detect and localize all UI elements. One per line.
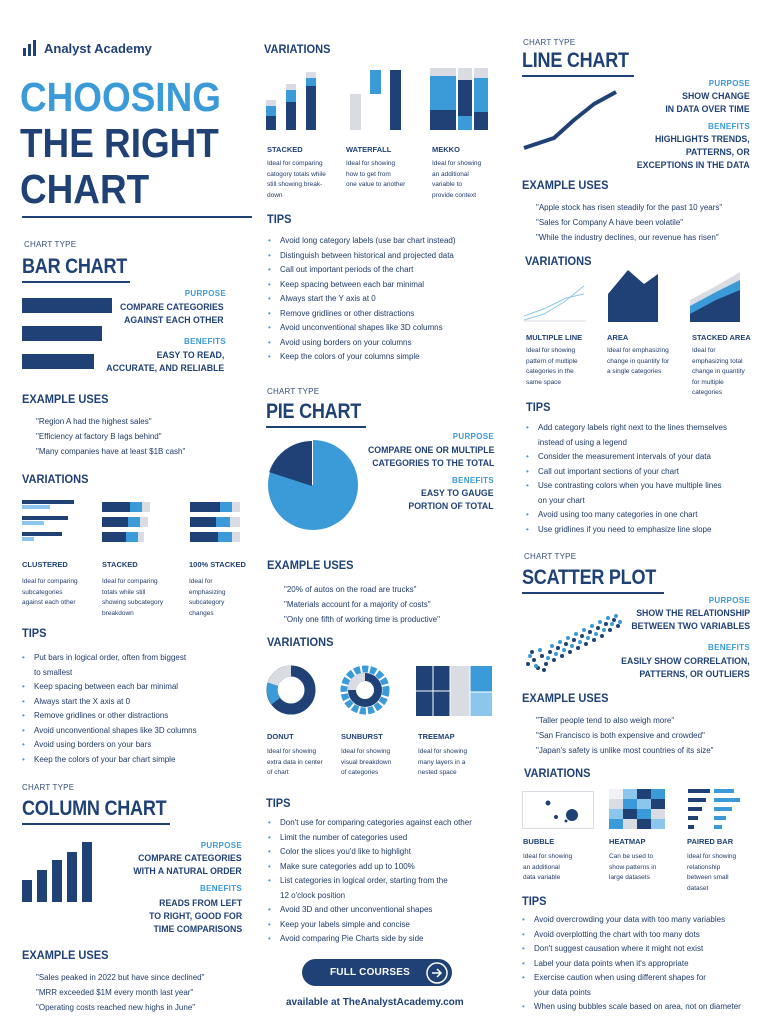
scatter-chart-type-label: CHART TYPE xyxy=(524,552,577,561)
list-item: • Make sure categories add up to 100% xyxy=(266,860,516,875)
scatter-variation-heatmap: HEATMAP Can be used to show patterns in large datasets xyxy=(609,837,657,881)
list-item: "Efficiency at factory B lags behind" xyxy=(36,432,162,441)
pie-purpose-label: PURPOSE xyxy=(452,432,494,441)
pie-purpose-text: COMPARE ONE OR MULTIPLE CATEGORIES TO THE TOTAL xyxy=(367,445,494,469)
heatmap-icon xyxy=(609,789,665,829)
title-divider xyxy=(22,216,252,218)
scatter-variation-paired-bar: PAIRED BAR Ideal for showing relationship between small dataset xyxy=(687,837,737,892)
list-item: • Keep your labels simple and concise xyxy=(266,918,516,933)
column-variation-mekko: MEKKO Ideal for showing an additional variable to provide context xyxy=(432,145,482,199)
bar-example-uses-heading: EXAMPLE USES xyxy=(22,392,109,406)
title-line-3: CHART xyxy=(20,166,150,212)
list-item: "MRR exceeded $1M every month last year" xyxy=(36,988,194,997)
stacked-column-icon xyxy=(266,72,322,130)
bar-chart-icon xyxy=(22,296,114,372)
scatter-example-list xyxy=(536,713,714,758)
scatter-chart-underline xyxy=(522,592,664,594)
list-item: • Don't use for comparing categories against each other xyxy=(266,816,516,831)
list-item: "Region A had the highest sales" xyxy=(36,417,152,426)
pie-chart-icon xyxy=(266,438,360,532)
pie-variation-donut: DONUT Ideal for showing extra data in center of chart xyxy=(267,732,323,776)
list-item: • Keep spacing between each bar minimal xyxy=(266,278,511,293)
column-tips-heading: TIPS xyxy=(267,212,292,226)
area-icon xyxy=(608,270,660,322)
column-chart-icon xyxy=(22,838,106,902)
line-chart-type-label: CHART TYPE xyxy=(523,38,576,47)
line-purpose-text: SHOW CHANGE IN DATA OVER TIME xyxy=(665,91,750,115)
line-tips-heading: TIPS xyxy=(526,400,551,414)
line-benefits-text: HIGHLIGHTS TRENDS, PATTERNS, OR EXCEPTIONS IN THE DATA xyxy=(637,134,750,171)
list-item: "Taller people tend to also weigh more" xyxy=(536,716,675,725)
line-chart-icon xyxy=(522,84,618,152)
bar-chart-type-label: CHART TYPE xyxy=(24,240,77,249)
clustered-bar-icon xyxy=(22,498,78,546)
line-benefits-label: BENEFITS xyxy=(708,122,750,131)
scatter-variation-bubble: BUBBLE Ideal for showing an additional data variable xyxy=(523,837,573,881)
pie-chart-type-label: CHART TYPE xyxy=(267,387,320,396)
scatter-tips-list xyxy=(520,913,766,1015)
bar-3 xyxy=(22,354,94,369)
pie-variation-sunburst: SUNBURST Ideal for showing visual breakdown of categories xyxy=(341,732,392,776)
bar-chart-underline xyxy=(22,281,130,283)
line-purpose-label: PURPOSE xyxy=(708,79,750,88)
list-item: "20% of autos on the road are trucks" xyxy=(284,585,417,594)
bar-1 xyxy=(22,298,112,313)
full-courses-label: FULL COURSES xyxy=(330,967,410,978)
scatter-tips-heading: TIPS xyxy=(522,894,547,908)
page-title xyxy=(20,74,260,212)
scatter-purpose-text: SHOW THE RELATIONSHIP BETWEEN TWO VARIABLES xyxy=(631,608,750,632)
bar-tips-list xyxy=(20,651,260,767)
list-item: • Exercise caution when using different shapes for xyxy=(520,971,766,986)
bar-2 xyxy=(22,326,102,341)
list-item: • Use contrasting colors when you have multiple lines xyxy=(524,479,764,494)
list-item: your data points xyxy=(534,987,591,997)
list-item: • Don't suggest causation where it might not exist xyxy=(520,942,766,957)
column-tips-list xyxy=(266,234,511,365)
bar-variation-stacked: STACKED Ideal for comparing totals while still showing subcategory breakdown xyxy=(102,560,164,617)
column-example-uses-heading: EXAMPLE USES xyxy=(22,948,109,962)
bar-benefits-text: EASY TO READ, ACCURATE, AND RELIABLE xyxy=(106,350,224,374)
scatter-chart-heading: SCATTER PLOT xyxy=(522,566,657,589)
bar-purpose-label: PURPOSE xyxy=(184,289,226,298)
pie-benefits-text: EASY TO GAUGE PORTION OF TOTAL xyxy=(408,488,494,512)
line-variation-area: AREA Ideal for emphasizing change in quantity for a single categories xyxy=(607,333,670,375)
paired-bar-icon xyxy=(688,789,744,829)
list-item: • Distinguish between historical and projected data xyxy=(266,249,511,264)
scatter-benefits-text: EASILY SHOW CORRELATION, PATTERNS, OR OUTLIERS xyxy=(621,656,750,680)
list-item: "San Francisco is both expensive and crowded" xyxy=(536,731,705,740)
list-item: • When using bubbles scale based on area, not on diameter xyxy=(520,1000,766,1015)
line-variations-heading: VARIATIONS xyxy=(525,254,592,268)
list-item: • Remove gridlines or other distractions xyxy=(266,307,511,322)
list-item: • Avoid long category labels (use bar chart instead) xyxy=(266,234,511,249)
list-item: • Avoid overcrowding your data with too many variables xyxy=(520,913,766,928)
bar-example-list xyxy=(36,414,185,459)
line-variation-multiple-line: MULTIPLE LINE Ideal for showing pattern of multiple categories in the same space xyxy=(526,333,583,386)
column-purpose-label: PURPOSE xyxy=(200,841,242,850)
bubble-icon xyxy=(522,791,594,829)
list-item: • Call out important sections of your chart xyxy=(524,465,764,480)
pie-example-uses-heading: EXAMPLE USES xyxy=(267,558,354,572)
list-item: • Limit the number of categories used xyxy=(266,831,516,846)
list-item: • Remove gridlines or other distractions xyxy=(20,709,260,724)
list-item: • Always start the Y axis at 0 xyxy=(266,292,511,307)
scatter-purpose-label: PURPOSE xyxy=(708,596,750,605)
multiple-line-icon xyxy=(524,274,586,322)
list-item: 12 o'clock position xyxy=(280,890,346,900)
column-variations-heading: VARIATIONS xyxy=(264,42,331,56)
pie-variation-treemap: TREEMAP Ideal for showing many layers in a nested space xyxy=(418,732,468,776)
column-chart-underline xyxy=(22,823,170,825)
bar-chart-heading: BAR CHART xyxy=(22,255,128,278)
list-item: "Apple stock has risen steadily for the past 10 years" xyxy=(536,203,723,212)
list-item: "Only one fifth of working time is productive" xyxy=(284,615,440,624)
line-chart-heading: LINE CHART xyxy=(522,49,629,72)
column-chart-heading: COLUMN CHART xyxy=(22,797,167,820)
scatter-benefits-label: BENEFITS xyxy=(708,643,750,652)
column-example-list xyxy=(36,970,204,1015)
list-item: • Avoid comparing Pie Charts side by side xyxy=(266,932,516,947)
treemap-icon xyxy=(416,666,492,716)
list-item: • Keep the colors of your bar chart simple xyxy=(20,753,260,768)
list-item: on your chart xyxy=(538,495,585,505)
list-item: "Sales peaked in 2022 but have since declined" xyxy=(36,973,205,982)
bar-purpose-text: COMPARE CATEGORIES AGAINST EACH OTHER xyxy=(120,302,224,326)
line-example-uses-heading: EXAMPLE USES xyxy=(522,178,609,192)
arrow-right-circle-icon xyxy=(426,962,448,984)
line-tips-list xyxy=(524,421,764,537)
title-line-1: CHOOSING xyxy=(20,74,221,120)
footer-link[interactable]: available at TheAnalystAcademy.com xyxy=(286,997,464,1008)
list-item: • Avoid unconventional shapes like 3D columns xyxy=(20,724,260,739)
list-item: • Avoid using borders on your columns xyxy=(266,336,511,351)
column-purpose-text: COMPARE CATEGORIES WITH A NATURAL ORDER xyxy=(133,853,242,877)
brand-name: Analyst Academy xyxy=(44,40,152,56)
full-courses-button[interactable] xyxy=(302,959,452,986)
list-item: • Use gridlines if you need to emphasize line slope xyxy=(524,523,764,538)
pie-tips-heading: TIPS xyxy=(266,796,291,810)
list-item: • Avoid using too many categories in one chart xyxy=(524,508,764,523)
line-variation-stacked-area: STACKED AREA Ideal for emphasizing total change in quantity for multiple categories xyxy=(692,333,751,396)
list-item: • Avoid unconventional shapes like 3D columns xyxy=(266,321,511,336)
list-item: "While the industry declines, our revenue has risen" xyxy=(536,233,719,242)
bar-logo-icon xyxy=(22,40,38,56)
list-item: "Operating costs reached new highs in June" xyxy=(36,1003,196,1012)
bar-benefits-label: BENEFITS xyxy=(184,337,226,346)
bar-variation-clustered: CLUSTERED Ideal for comparing subcategories against each other xyxy=(22,560,78,606)
list-item: • Label your data points when it's appropriate xyxy=(520,957,766,972)
pie-chart-heading: PIE CHART xyxy=(266,400,362,423)
line-example-list xyxy=(536,200,722,245)
list-item: instead of using a legend xyxy=(538,437,627,447)
column-benefits-text: READS FROM LEFT TO RIGHT, GOOD FOR TIME COMPARISONS xyxy=(148,898,242,935)
bar-variations-heading: VARIATIONS xyxy=(22,472,89,486)
list-item: • Avoid using borders on your bars xyxy=(20,738,260,753)
list-item: "Sales for Company A have been volatile" xyxy=(536,218,684,227)
brand-logo xyxy=(22,40,152,56)
list-item: • Keep the colors of your columns simple xyxy=(266,350,511,365)
scatter-plot-icon xyxy=(524,612,624,674)
column-variation-stacked: STACKED Ideal for comparing catogory totals while still showing break- down xyxy=(267,145,326,199)
column-chart-type-label: CHART TYPE xyxy=(22,783,75,792)
list-item: • Avoid overplotting the chart with too many dots xyxy=(520,928,766,943)
list-item: • Avoid 3D and other unconventional shapes xyxy=(266,903,516,918)
title-line-2: THE RIGHT xyxy=(20,120,219,166)
waterfall-column-icon xyxy=(350,70,406,130)
mekko-column-icon xyxy=(430,68,490,130)
scatter-example-uses-heading: EXAMPLE USES xyxy=(522,691,609,705)
list-item: • Keep spacing between each bar minimal xyxy=(20,680,260,695)
line-chart-underline xyxy=(522,75,634,77)
list-item: "Japan's safety is unlike most countries of its size" xyxy=(536,746,714,755)
column-benefits-label: BENEFITS xyxy=(200,884,242,893)
list-item: • Add category labels right next to the lines themselves xyxy=(524,421,764,436)
bar-tips-heading: TIPS xyxy=(22,626,47,640)
bar-variation-100-stacked: 100% STACKED Ideal for emphasizing subcategory changes xyxy=(189,560,246,617)
pie-benefits-label: BENEFITS xyxy=(452,476,494,485)
column-variation-waterfall: WATERFALL Ideal for showing how to get from one value to another xyxy=(346,145,406,188)
stacked-bar-icon xyxy=(102,500,154,544)
list-item: to smallest xyxy=(34,667,73,677)
sunburst-icon xyxy=(340,665,390,715)
pie-chart-underline xyxy=(266,426,366,428)
pie-example-list xyxy=(284,582,440,627)
list-item: • Call out important periods of the chart xyxy=(266,263,511,278)
list-item: • Put bars in logical order, often from biggest xyxy=(20,651,260,666)
scatter-variations-heading: VARIATIONS xyxy=(524,766,591,780)
list-item: "Many companies have at least $1B cash" xyxy=(36,447,186,456)
list-item: • Consider the measurement intervals of your data xyxy=(524,450,764,465)
pie-tips-list xyxy=(266,816,516,947)
100-stacked-bar-icon xyxy=(190,500,244,544)
pie-variations-heading: VARIATIONS xyxy=(267,635,334,649)
list-item: • Color the slices you'd like to highlight xyxy=(266,845,516,860)
list-item: • List categories in logical order, starting from the xyxy=(266,874,516,889)
donut-icon xyxy=(266,665,316,715)
list-item: • Always start the X axis at 0 xyxy=(20,695,260,710)
list-item: "Materials account for a majority of costs" xyxy=(284,600,431,609)
stacked-area-icon xyxy=(690,270,742,322)
